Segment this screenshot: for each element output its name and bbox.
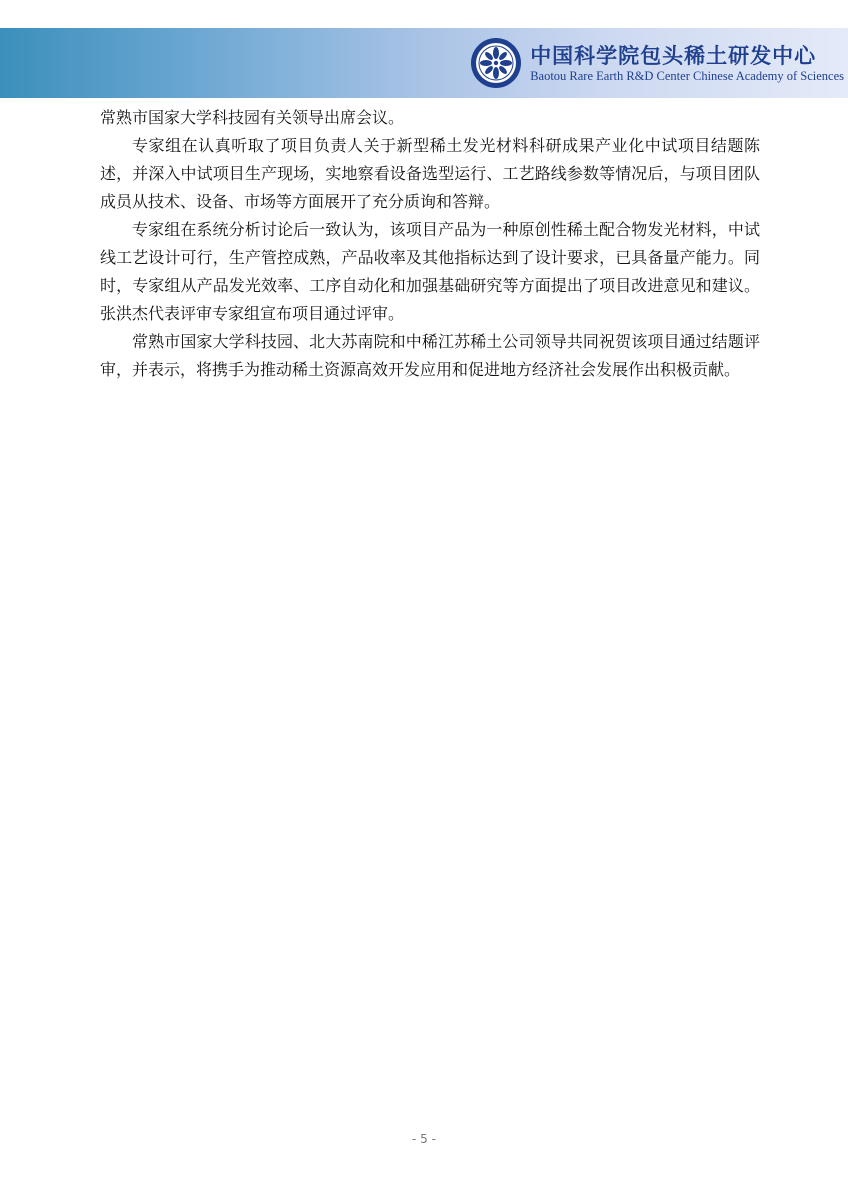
header-logo <box>470 34 844 92</box>
paragraph-1: 常熟市国家大学科技园有关领导出席会议。 <box>100 108 405 127</box>
article-body <box>100 104 760 384</box>
cas-emblem-icon <box>470 37 522 89</box>
paragraph-4: 常熟市国家大学科技园、北大苏南院和中稀江苏稀土公司领导共同祝贺该项目通过结题评审，并表示，将携手为推动稀土资源高效开发应用和促进地方经济社会发展作出积极贡献。 <box>100 332 760 379</box>
paragraph-3: 专家组在系统分析讨论后一致认为，该项目产品为一种原创性稀土配合物发光材料，中试线工艺设计可行，生产管控成熟，产品收率及其他指标达到了设计要求，已具备量产能力。同时，专家组从产品发光效率、工序自动化和加强基础研究等方面提出了项目改进意见和建议。张洪杰代表评审专家组宣布项目通过评审。 <box>100 220 760 323</box>
logo-title-en: Baotou Rare Earth R&D Center Chinese Academy of Sciences <box>530 69 844 83</box>
page-number: - 5 - <box>412 1132 436 1146</box>
logo-title-cn: 中国科学院包头稀土研发中心 <box>530 43 817 68</box>
paragraph-2: 专家组在认真听取了项目负责人关于新型稀土发光材料科研成果产业化中试项目结题陈述，并深入中试项目生产现场，实地察看设备选型运行、工艺路线参数等情况后，与项目团队成员从技术、设备、市场等方面展开了充分质询和答辩。 <box>100 136 760 211</box>
logo-text <box>530 43 844 83</box>
